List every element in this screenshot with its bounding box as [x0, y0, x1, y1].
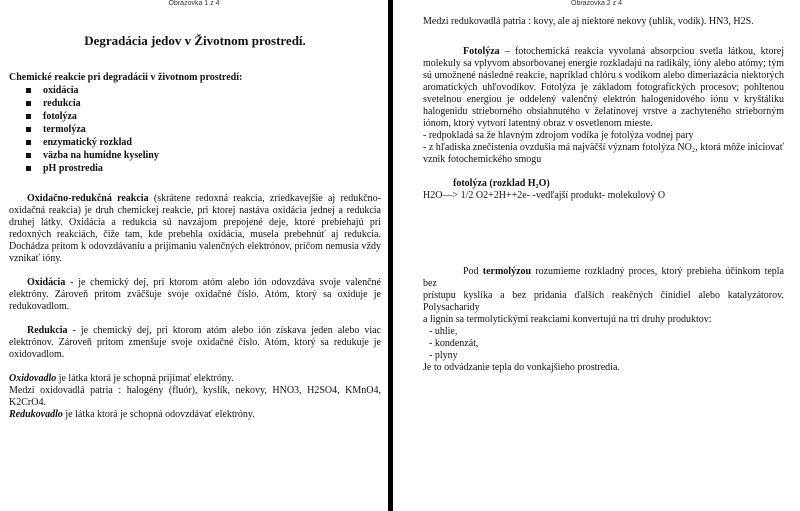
page-label: Obrazovka 2 z 4 [571, 0, 622, 7]
document-page-1 [0, 0, 388, 511]
reducer-text: je látka ktorá je schopná odovzdávať elektróny. [62, 409, 255, 420]
list-item: fotolýza [43, 110, 381, 123]
list-item: oxidácia [43, 84, 381, 97]
thermolysis-product: - plyny [429, 350, 458, 361]
list-item: redukcia [43, 97, 381, 110]
reducer-term: Redukovadlo [9, 409, 63, 420]
reduction-text: - je chemický dej, pri ktorom atóm alebo ión získava jeden alebo viac elektrónov. Zároveň pritom zmenšuje svoje oxidačné číslo. Atóm, ktorý sa redukuje je oxidovadlom. [9, 325, 381, 360]
redox-text: (skrátene redoxná reakcia, zriedkavejšie aj redukčno-oxidačná reakcia) je druh chemickej reakcie, pri ktorej nastáva oxidácia jednej a redukcia druhej látky. Oxidácia a redukcia sú navzájom prepojené deje, ktoré prebiehajú pri redoxných reakciách, čiže tam, kde prebehla oxidácia, musela prebehnúť aj redukcia. Dochádza pritom k odovzdávaniu a prijímaniu valenčných elektrónov, pričom nemusia vždy vznikať ióny. [9, 193, 381, 264]
photolysis-note-1: - redpokladá sa že hlavným zdrojom vodíka je fotolýza vodnej pary [423, 130, 694, 141]
reducer-definition [9, 409, 381, 421]
thermolysis-line-2: prístupu kyslíka a bez pridania ďalších reakčných činidiel alebo katalyzátorov. Polysacharidy [423, 290, 784, 313]
thermolysis-product: - kondenzát, [429, 338, 479, 349]
list-item: pH prostredia [43, 162, 381, 175]
page-label: Obrazovka 1 z 4 [168, 0, 220, 7]
thermolysis-line-3: a lignín sa termolytickými reakciami konvertujú na tri druhy produktov: [423, 314, 712, 325]
thermolysis-line-1: Pod termolýzou rozumieme rozkladný proces, ktorý prebieha účinkom tepla bez [423, 266, 784, 289]
oxidation-term: Oxidácia [27, 277, 66, 288]
photolysis-note-2: - z hľadiska znečistenia ovzdušia má najväčší význam fotolýza NO₂, ktorá môže iniciovať vznik fotochemického smogu [423, 142, 784, 165]
reduction-term: Redukcia [27, 325, 68, 336]
oxidation-paragraph [9, 277, 381, 313]
oxidizer-list: Medzi oxidovadlá patria : halogény (fluór), kyslík, nekovy, HNO3, H2SO4, KMnO4, K2CrO4. [9, 385, 381, 408]
photolysis-water-equation: H2O—> 1/2 O2+2H++2e- -vedľajší produkt- molekulový O [423, 190, 666, 201]
page-content [423, 16, 784, 374]
reaction-list [9, 84, 381, 175]
thermolysis-end: Je to odvádzanie tepla do vonkajšieho prostredia. [423, 362, 620, 373]
photolysis-paragraph [423, 46, 784, 130]
reducer-list: Medzi redukovadlá patria : kovy, ale aj niektoré nekovy (uhlík, vodík). HN3, H2S. [423, 16, 754, 27]
document-page-2 [393, 0, 800, 511]
document-title: Degradácia jedov v Životnom prostredí. [84, 33, 306, 48]
list-item: väzba na humídne kyseliny [43, 149, 381, 162]
redox-paragraph [9, 193, 381, 265]
page-content [9, 16, 381, 421]
photolysis-text: – fotochemická reakcia vyvolaná absorpciou svetla látkou, ktorej molekuly sa vplyvom absorbovanej energie rozkladajú na radikály, ióny alebo atómy; tým sú umožnené následné reakcie, napríklad chlóru s vodíkom alebo dimeriazácia niektorých aromatických uhľovodíkov. Fotolýza je základom fotografických procesov; pohltenou svetelnou energiou je oddelený valenčný elektrón halogenidového iónu v kryštáliku halogenidu strieborného obsiahnutého v želatínovej vrstve a zachyteného strieborným iónom, ktorý vytvorí latentný obraz v osvetlenom mieste. [423, 46, 784, 129]
photolysis-water-heading: fotolýza (rozklad H₂O) [453, 178, 550, 189]
oxidizer-definition [9, 373, 381, 385]
thermolysis-term: termolýzou [482, 266, 532, 277]
list-item: termolýza [43, 123, 381, 136]
oxidation-text: - je chemický dej, pri ktorom atóm alebo ión odovzdáva svoje valenčné elektróny. Zároveň pritom zväčšuje svoje oxidačné číslo. Atóm, ktorý sa oxiduje je redukovadlom. [9, 277, 381, 312]
oxidizer-term: Oxidovadlo [9, 373, 57, 384]
list-heading: Chemické reakcie pri degradácii v životnom prostredí: [9, 72, 243, 83]
thermolysis-product: - uhlie, [429, 326, 458, 337]
list-item: enzymatický rozklad [43, 136, 381, 149]
redox-term: Oxidačno-redukčná reakcia [27, 193, 149, 204]
photolysis-term: Fotolýza [463, 46, 500, 57]
oxidizer-text: je látka ktorá je schopná prijímať elektróny. [56, 373, 234, 384]
reduction-paragraph [9, 325, 381, 361]
